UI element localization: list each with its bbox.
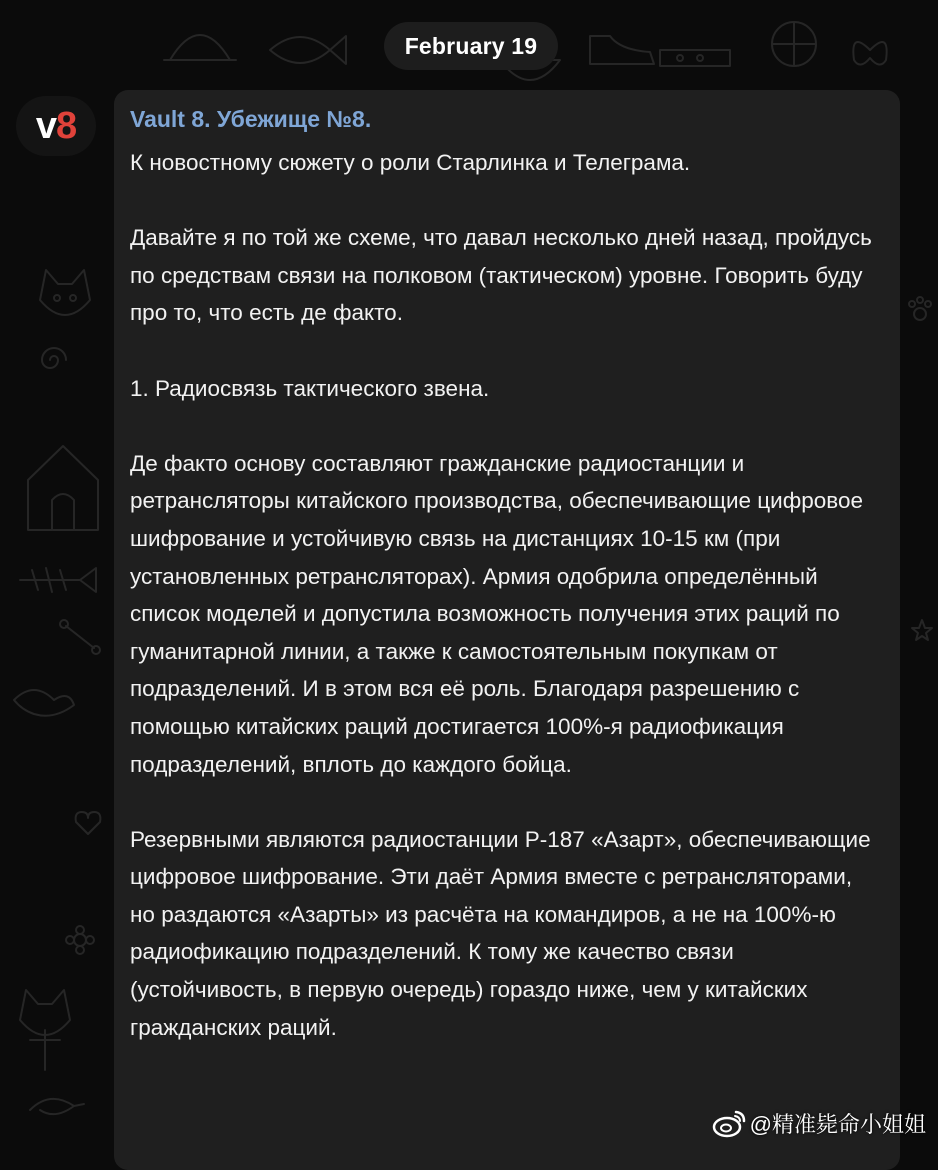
shoe-doodle-icon [590,36,654,64]
hat-doodle-icon [164,35,236,60]
paw-doodle-icon [909,297,931,320]
ball-doodle-icon [772,22,816,66]
fish-bone-doodle-icon [20,568,96,592]
star-doodle-icon [912,620,932,640]
heart-doodle-icon [76,812,101,834]
message-paragraph-1: К новостному сюжету о роли Старлинка и Телеграма. [130,150,691,175]
flower-doodle-icon [66,926,94,954]
channel-name[interactable]: Vault 8. Убежище №8. [130,106,372,132]
message-bubble[interactable] [114,90,900,1170]
avatar-digit: 8 [56,105,77,147]
watermark-text: @精准毙命小姐姐 [749,1111,926,1137]
collar-doodle-icon [660,50,730,66]
channel-avatar[interactable] [16,96,96,156]
weibo-logo-icon [712,1108,746,1138]
date-chip: February 19 [384,22,558,70]
watermark [712,1105,926,1141]
cat-doodle-icon [40,270,90,315]
message-text [130,144,876,1046]
doghouse-doodle-icon [28,446,98,530]
message-paragraph-3: 1. Радиосвязь тактического звена. [130,375,490,401]
butterfly-doodle-icon [853,42,886,65]
fish-doodle-icon [270,36,346,64]
message-paragraph-4: Де факто основу составляют гражданские радиостанции и ретрансляторы китайского производства, обеспечивающие цифровое шифрование и устойчивую связь на дистанциях 10-15 км (при установленных ретрансляторах). Армия одобрила определённый список моделей и допустила возможность получения этих раций по гуманитарной линии, а также к самостоятельным покупкам от подразделений. И в этом вся её роль. Благодаря разрешению с помощью китайских раций достигается 100%-я радиофикация подразделений, вплоть до каждого бойца. [130,450,864,777]
spiral-doodle-icon [42,348,66,368]
mouse-doodle-icon [30,1099,84,1114]
bird-doodle-icon [14,690,74,716]
bone-doodle-icon [60,620,100,654]
message-paragraph-2: Давайте я по той же схеме, что давал несколько дней назад, пройдусь по средствам связи на полковом (тактическом) уровне. Говорить буду про то, что есть де факто. [130,225,872,326]
avatar-letter-v: v [35,105,56,147]
cat-doodle-icon-2 [20,990,70,1070]
message-paragraph-5: Резервными являются радиостанции Р-187 «Азарт», обеспечивающие цифровое шифрование. Эти даёт Армия вместе с ретрансляторами, но раздаются «Азарты» из расчёта на командиров, а не на 100%-ю радиофикацию подразделений. К тому же качество связи (устойчивость, в первую очередь) гораздо ниже, чем у китайских гражданских раций. [130,826,871,1040]
